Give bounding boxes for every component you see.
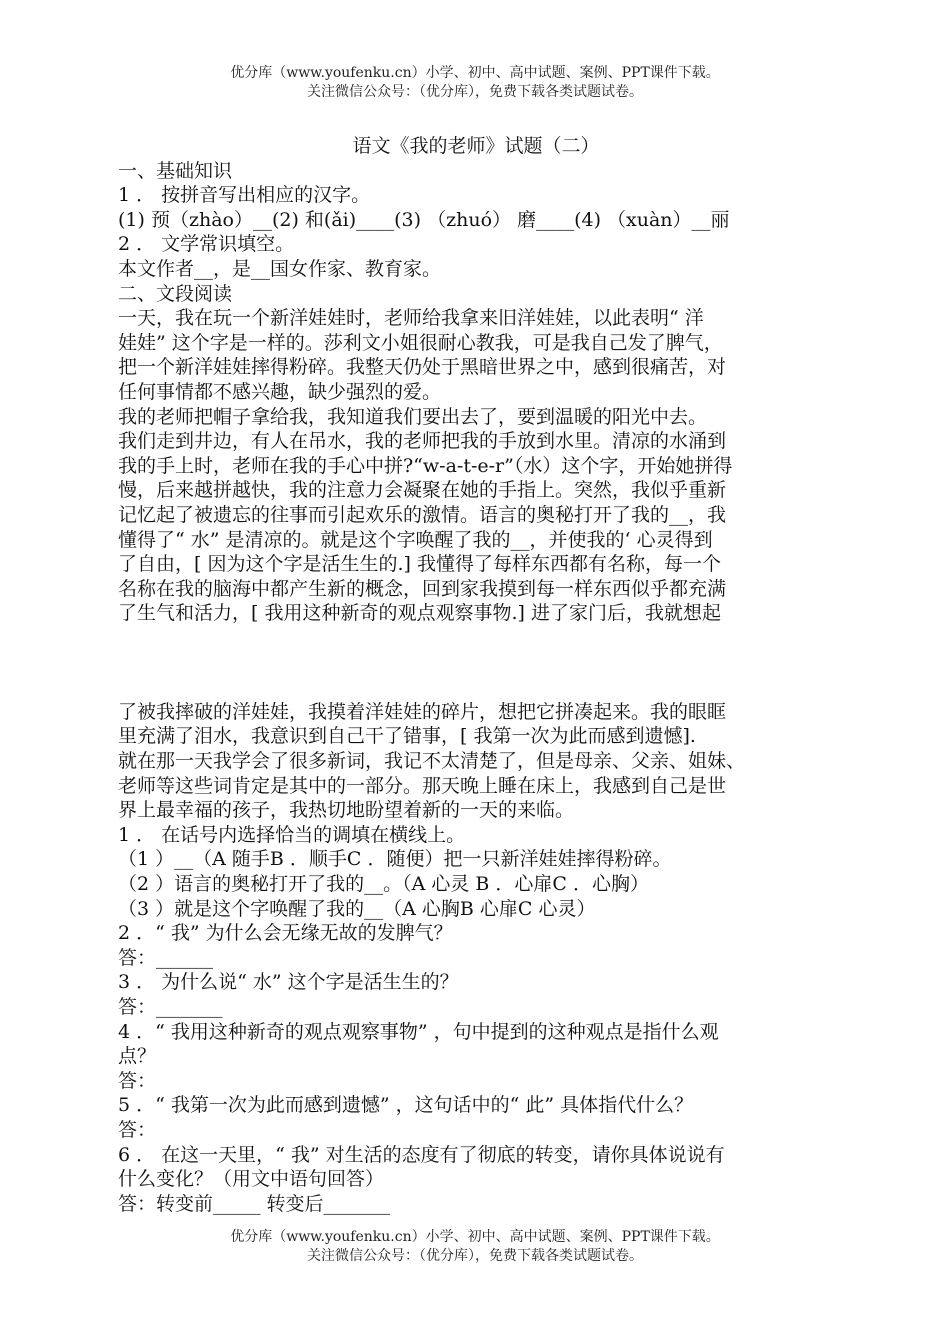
text-line: 答：______	[118, 946, 214, 969]
text-line: 我们走到井边，有人在吊水，我的老师把我的手放到水里。清凉的水涌到	[118, 430, 727, 453]
text-line: 我的老师把帽子拿给我，我知道我们要出去了，要到温暖的阳光中去。	[118, 405, 708, 428]
text-line: （1 ）__（A 随手B ．顺手C ．随便）把一只新洋娃娃摔得粉碎。	[118, 848, 672, 871]
text-line: 了自由，[ 因为这个字是活生生的.] 我懂得了每样东西都有名称，每一个	[118, 553, 721, 576]
text-line: 就在那一天我学会了很多新词，我记不太清楚了，但是母亲、父亲、姐妹、	[118, 750, 746, 773]
passage-part-2	[118, 700, 834, 1216]
text-line: 里充满了泪水，我意识到自己干了错事，[ 我第一次为此而感到遗憾].	[118, 725, 696, 748]
text-line: （2 ）语言的奥秘打开了我的__。（A 心灵 B ．心扉C ．心胸）	[118, 873, 650, 896]
text-line: 5 ．“ 我第一次为此而感到遗憾” ，这句话中的“ 此” 具体指代什么？	[118, 1094, 694, 1117]
text-line: 点？	[118, 1045, 157, 1068]
text-line: 答：	[118, 1069, 157, 1092]
text-line: 了被我摔破的洋娃娃，我摸着洋娃娃的碎片，想把它拼凑起来。我的眼眶	[118, 700, 727, 723]
text-line: 名称在我的脑海中都产生新的概念，回到家我摸到每一样东西似乎都充满	[118, 577, 727, 600]
page-title: 语文《我的老师》试题（二）	[352, 135, 600, 157]
text-line: 一、基础知识	[118, 159, 233, 182]
text-line: (1) 预（zhào）__(2) 和(ǎi)____(3) （zhuó） 磨____(4) （xuàn）__丽	[118, 208, 730, 231]
text-line: 一天，我在玩一个新洋娃娃时，老师给我拿来旧洋娃娃，以此表明“ 洋	[118, 307, 704, 330]
footer-line-1: 优分库（www.youfenku.cn）小学、初中、高中试题、案例、PPT课件下载。	[230, 1229, 720, 1245]
document-body	[118, 134, 834, 1216]
text-line: 4 ．“ 我用这种新奇的观点观察事物” ，句中提到的这种观点是指什么观	[118, 1020, 719, 1043]
text-line: 3 ． 为什么说“ 水” 这个字是活生生的？	[118, 971, 459, 994]
text-line: 答：	[118, 1118, 157, 1141]
text-line: 什么变化？（用文中语句回答）	[118, 1168, 385, 1191]
text-line: 把一个新洋娃娃摔得粉碎。我整天仍处于黑暗世界之中，感到很痛苦，对	[118, 356, 727, 379]
header-line-1: 优分库（www.youfenku.cn）小学、初中、高中试题、案例、PPT课件下载。	[230, 65, 720, 81]
text-line: 娃娃” 这个字是一样的。莎利文小姐很耐心教我，可是我自己发了脾气，	[118, 331, 723, 354]
passage-part-1	[118, 159, 834, 626]
text-line: 答：转变前_____ 转变后_______	[118, 1192, 391, 1215]
text-line: 界上最幸福的孩子，我热切地盼望着新的一天的来临。	[118, 799, 575, 822]
page-footer	[0, 1228, 950, 1266]
page-header	[0, 64, 950, 102]
page-gap	[118, 626, 834, 700]
text-line: 我的手上时，老师在我的手心中拼?“w-a-t-e-r”（水）这个字，开始她拼得	[118, 454, 733, 477]
footer-line-2: 关注微信公众号：（优分库），免费下载各类试题试卷。	[307, 1248, 643, 1264]
text-line: 记忆起了被遗忘的往事而引起欢乐的激情。语言的奥秘打开了我的__，我	[118, 503, 727, 526]
text-line: 慢，后来越拼越快，我的注意力会凝聚在她的手指上。突然，我似乎重新	[118, 479, 727, 502]
text-line: 答：_______	[118, 996, 223, 1018]
text-line: 任何事情都不感兴趣，缺少强烈的爱。	[118, 380, 442, 403]
text-line: 懂得了“ 水” 是清凉的。就是这个字唤醒了我的__，并使我的‘ 心灵得到	[118, 528, 713, 551]
text-line: 1 ． 在话号内选择恰当的调填在横线上。	[118, 823, 466, 846]
text-line: 1 ． 按拼音写出相应的汉字。	[118, 184, 371, 207]
text-line: 2 ． 文学常识填空。	[118, 233, 295, 256]
text-line: 6 ． 在这一天里，“ 我” 对生活的态度有了彻底的转变，请你具体说说有	[118, 1143, 725, 1166]
text-line: 2 ．“ 我” 为什么会无缘无故的发脾气？	[118, 922, 453, 945]
text-line: 老师等这些词肯定是其中的一部分。那天晚上睡在床上，我感到自己是世	[118, 774, 727, 797]
text-line: 二、文段阅读	[118, 282, 233, 305]
header-line-2: 关注微信公众号：（优分库），免费下载各类试题试卷。	[307, 84, 643, 100]
text-line: 本文作者__，是__国女作家、教育家。	[118, 257, 442, 280]
text-line: （3 ）就是这个字唤醒了我的__（A 心胸B 心扉C 心灵）	[118, 897, 596, 920]
text-line: 了生气和活力，[ 我用这种新奇的观点观察事物.] 进了家门后，我就想起	[118, 602, 721, 625]
